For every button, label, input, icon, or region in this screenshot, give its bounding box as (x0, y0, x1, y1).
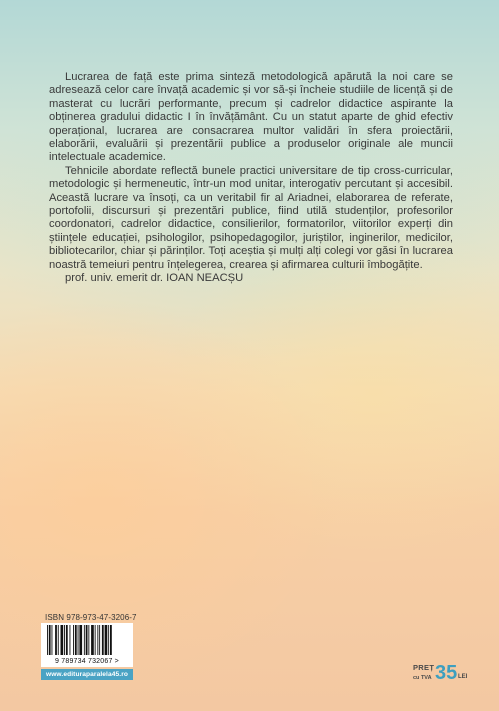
barcode-bar (105, 625, 108, 655)
barcode-bar (110, 625, 112, 655)
barcode-bar (73, 625, 74, 655)
barcode-bar (84, 625, 85, 655)
barcode-bar (95, 625, 96, 655)
price-currency: LEI (458, 674, 468, 680)
barcode-bar (78, 625, 79, 655)
barcode-bar (61, 625, 64, 655)
price-amount: 35 (435, 662, 458, 684)
barcode-bar (86, 625, 88, 655)
paragraph-techniques: Tehnicile abordate reflectă bunele practici universitare de tip cross-curricular, metodologic și hermeneutic, într-un mod unitar, interogativ percutant și accesibil. Această lucrare va însoți, ca un veritabil fir al Ariadnei, elaborarea de referate, portofolii, discursuri și prezentări publice, fiind utilă studenților, profesorilor coordonatori, cadrelor didactice, consilierilor, formatorilor, viitorilor experți din științele educației, psihologilor, psihopedagogilor, juriștilor, inginerilor, medicilor, bibliotecarilor, chiar și părinților. Toți aceștia și mulți alți colegi vor găsi în lucrarea noastră temeiuri pentru înțelegerea, crearea și afirmarea culturii îmbogățite. (49, 164, 453, 271)
publisher-website: www.edituraparalela45.ro (41, 669, 133, 680)
barcode-bar (55, 625, 57, 655)
barcode-bar (97, 625, 98, 655)
back-cover-text (49, 71, 453, 286)
barcode-bar (64, 625, 65, 655)
barcode-bars (41, 623, 133, 657)
price-label: PREȚ (413, 663, 435, 672)
barcode-bar (99, 625, 100, 655)
barcode-bar (108, 625, 109, 655)
barcode-bar (79, 625, 82, 655)
barcode-bar (70, 625, 71, 655)
barcode-bar (47, 625, 48, 655)
author-signature: prof. univ. emerit dr. IOAN NEACȘU (65, 272, 244, 285)
price-tax-note: cu TVA (413, 675, 432, 681)
barcode-bar (49, 625, 51, 655)
isbn-label: ISBN 978-973-47-3206-7 (45, 613, 137, 622)
barcode-bar (75, 625, 77, 655)
barcode-bar (58, 625, 59, 655)
paragraph-intro: Lucrarea de față este prima sinteză metodologică apărută la noi care se adresează celor care învață academic și vor să-și încheie studiile de licență și de masterat cu lucrări performante, precum și cadrelor didactice aspirante la obținerea gradului didactic I în învățământ. Cu un statut aparte de ghid efectiv operațional, lucrarea are consacrarea multor validări în sfera proiectării, elaborării, evaluării și prezentării publice a produselor originale ale muncii intelectuale academice. (49, 71, 453, 164)
barcode-bar (88, 625, 89, 655)
price-block (413, 663, 473, 685)
barcode-bar (66, 625, 68, 655)
barcode-digits: 9 789734 732067 > (41, 657, 133, 667)
barcode-bar (52, 625, 53, 655)
barcode-bar (102, 625, 104, 655)
barcode-bar (91, 625, 94, 655)
